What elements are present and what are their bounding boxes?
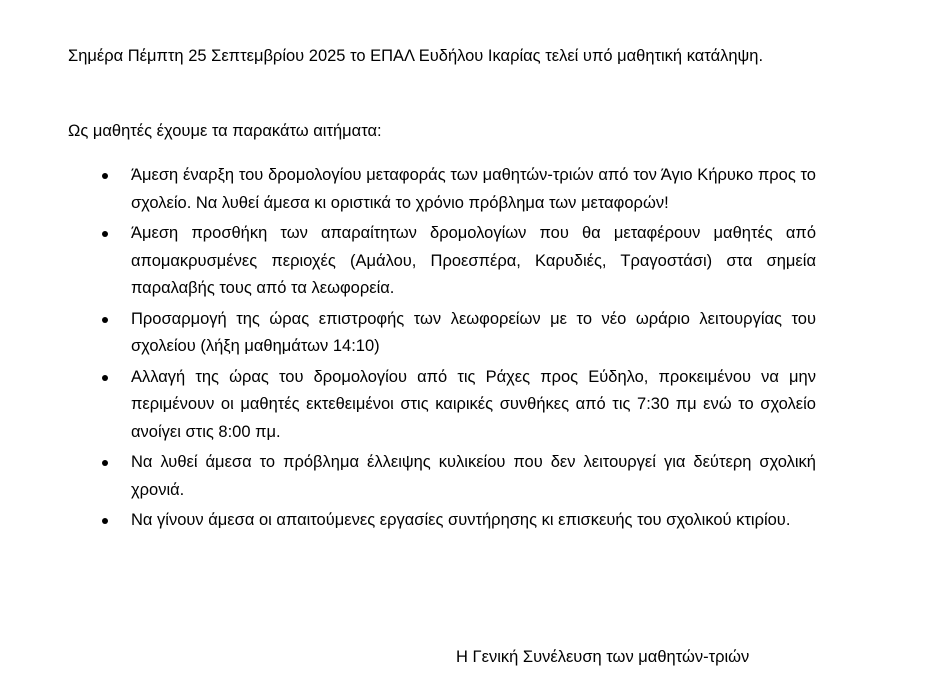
demand-text: Να λυθεί άμεσα το πρόβλημα έλλειψης κυλικείου που δεν λειτουργεί για δεύτερη σχολική χρονιά.: [131, 453, 816, 499]
demands-list: [0, 162, 950, 538]
bullet-icon: [102, 460, 108, 466]
demand-item: [0, 306, 816, 361]
demand-item: [0, 364, 816, 447]
demand-item: [0, 220, 816, 303]
demand-text: Άμεση προσθήκη των απαραίτητων δρομολογίων που θα μεταφέρουν μαθητές από απομακρυσμένες περιοχές (Αμάλου, Προεσπέρα, Καρυδιές, Τραγοστάσι) στα σημεία παραλαβής τους από τα λεωφορεία.: [131, 224, 816, 297]
demand-item: [0, 507, 816, 535]
bullet-icon: [102, 173, 108, 179]
demand-text: Να γίνουν άμεσα οι απαιτούμενες εργασίες συντήρησης κι επισκευής του σχολικού κτιρίου.: [131, 511, 791, 529]
bullet-icon: [102, 518, 108, 524]
demand-text: Άμεση έναρξη του δρομολογίου μεταφοράς των μαθητών-τριών από τον Άγιο Κήρυκο προς το σχολείο. Να λυθεί άμεσα κι οριστικά το χρόνιο πρόβλημα των μεταφορών!: [131, 166, 816, 212]
bullet-icon: [102, 317, 108, 323]
signature: Η Γενική Συνέλευση των μαθητών-τριών: [456, 648, 750, 666]
demands-heading: Ως μαθητές έχουμε τα παρακάτω αιτήματα:: [68, 122, 382, 140]
intro-paragraph: Σημέρα Πέμπτη 25 Σεπτεμβρίου 2025 το ΕΠΑΛ Ευδήλου Ικαρίας τελεί υπό μαθητική κατάληψη.: [68, 47, 764, 65]
demand-text: Προσαρμογή της ώρας επιστροφής των λεωφορείων με το νέο ωράριο λειτουργίας του σχολείου (λήξη μαθημάτων 14:10): [131, 309, 816, 355]
demand-item: [0, 162, 816, 217]
bullet-icon: [102, 231, 108, 237]
demand-item: [0, 449, 816, 504]
demand-text: Αλλαγή της ώρας του δρομολογίου από τις Ράχες προς Εύδηλο, προκειμένου να μην περιμένουν οι μαθητές εκτεθειμένοι στις καιρικές συνθήκες από τις 7:30 πμ ενώ το σχολείο ανοίγει στις 8:00 πμ.: [131, 367, 816, 441]
bullet-icon: [102, 375, 108, 381]
